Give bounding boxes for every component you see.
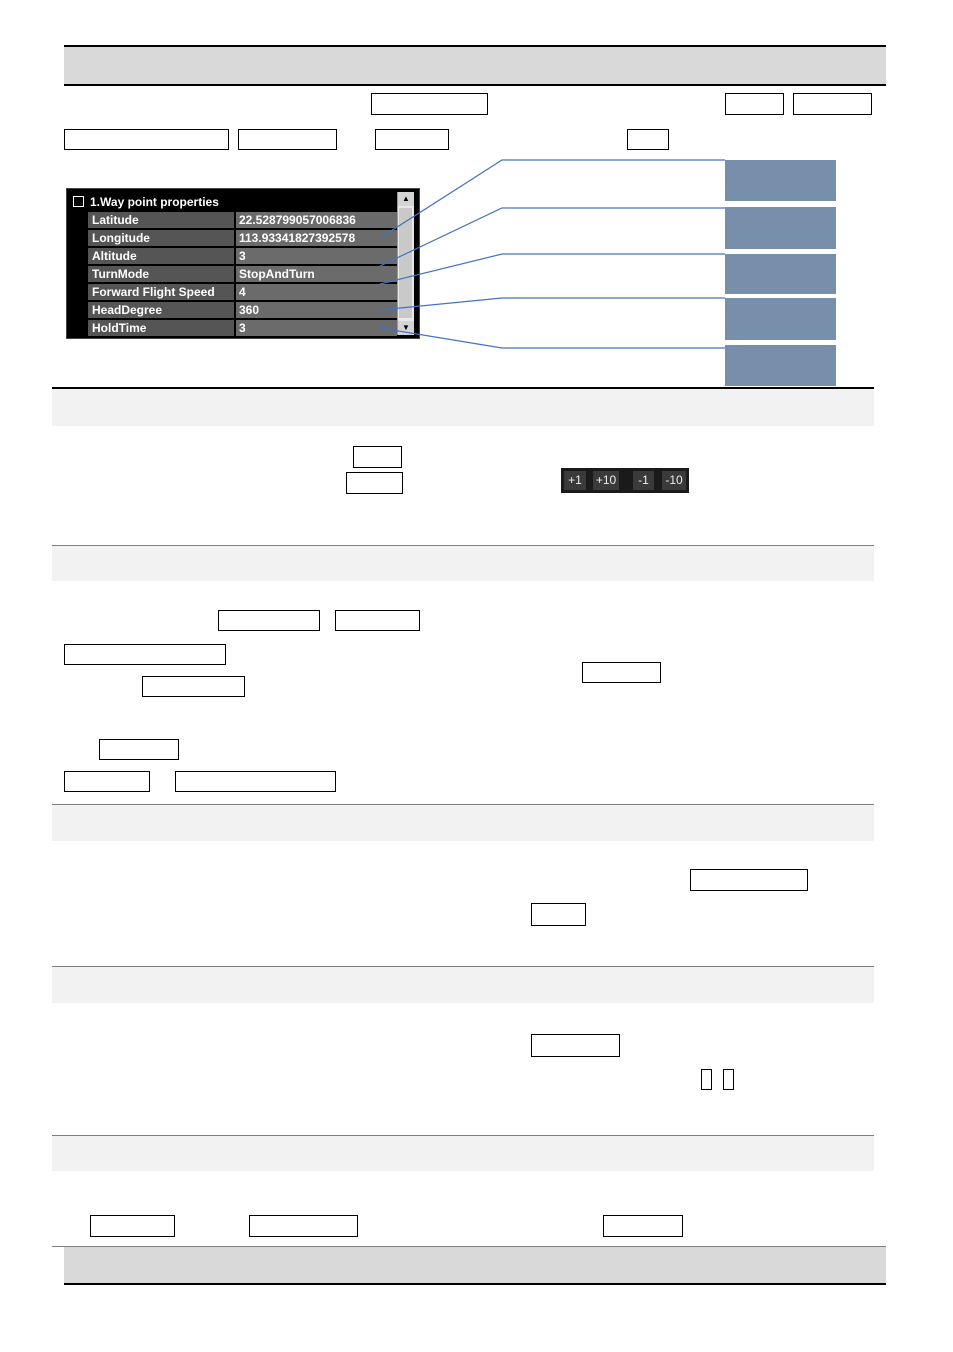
callout-box: [725, 207, 836, 249]
placeholder-glyph-icon: [723, 1069, 734, 1090]
callout-box: [725, 160, 836, 201]
field-box: [64, 771, 150, 792]
field-box: [218, 610, 320, 631]
property-key: Latitude: [88, 212, 234, 228]
property-value[interactable]: 3: [236, 320, 397, 336]
property-key: Forward Flight Speed: [88, 284, 234, 300]
property-key: HoldTime: [88, 320, 234, 336]
field-box: [353, 446, 402, 468]
field-box: [142, 676, 245, 697]
section-band: [52, 967, 874, 1003]
property-value[interactable]: StopAndTurn: [236, 266, 397, 282]
property-key: Longitude: [88, 230, 234, 246]
property-key: HeadDegree: [88, 302, 234, 318]
section-band: [52, 805, 874, 841]
section-band: [52, 1136, 874, 1171]
property-value[interactable]: 113.93341827392578: [236, 230, 397, 246]
footer-band: [64, 1247, 886, 1283]
property-value[interactable]: 22.528799057006836: [236, 212, 397, 228]
placeholder-glyph-icon: [701, 1069, 712, 1090]
property-value[interactable]: 360: [236, 302, 397, 318]
callout-box: [725, 298, 836, 340]
field-box: [249, 1215, 358, 1237]
section-band: [52, 389, 874, 426]
callout-box: [725, 345, 836, 386]
altitude-stepper[interactable]: [561, 468, 689, 493]
field-box: [603, 1215, 683, 1237]
minus-ten-button[interactable]: -10: [662, 471, 686, 490]
section-band: [52, 546, 874, 581]
scroll-down-icon[interactable]: ▼: [398, 321, 414, 335]
property-key: Altitude: [88, 248, 234, 264]
field-box: [531, 903, 586, 926]
field-box: [335, 610, 420, 631]
plus-ten-button[interactable]: +10: [593, 471, 619, 490]
field-box: [90, 1215, 175, 1237]
field-box: [531, 1034, 620, 1057]
footer-bottom-rule: [64, 1283, 886, 1285]
property-key: TurnMode: [88, 266, 234, 282]
field-box: [175, 771, 336, 792]
minus-one-button[interactable]: -1: [633, 471, 654, 490]
field-box: [99, 739, 179, 760]
grid-title-text: 1.Way point properties: [90, 195, 219, 209]
field-box: [346, 472, 403, 494]
plus-one-button[interactable]: +1: [564, 471, 586, 490]
field-box: [64, 644, 226, 665]
property-value[interactable]: 4: [236, 284, 397, 300]
field-box: [582, 662, 661, 683]
field-box: [690, 869, 808, 891]
property-value[interactable]: 3: [236, 248, 397, 264]
callout-box: [725, 254, 836, 294]
scroll-up-icon[interactable]: ▲: [398, 192, 414, 206]
